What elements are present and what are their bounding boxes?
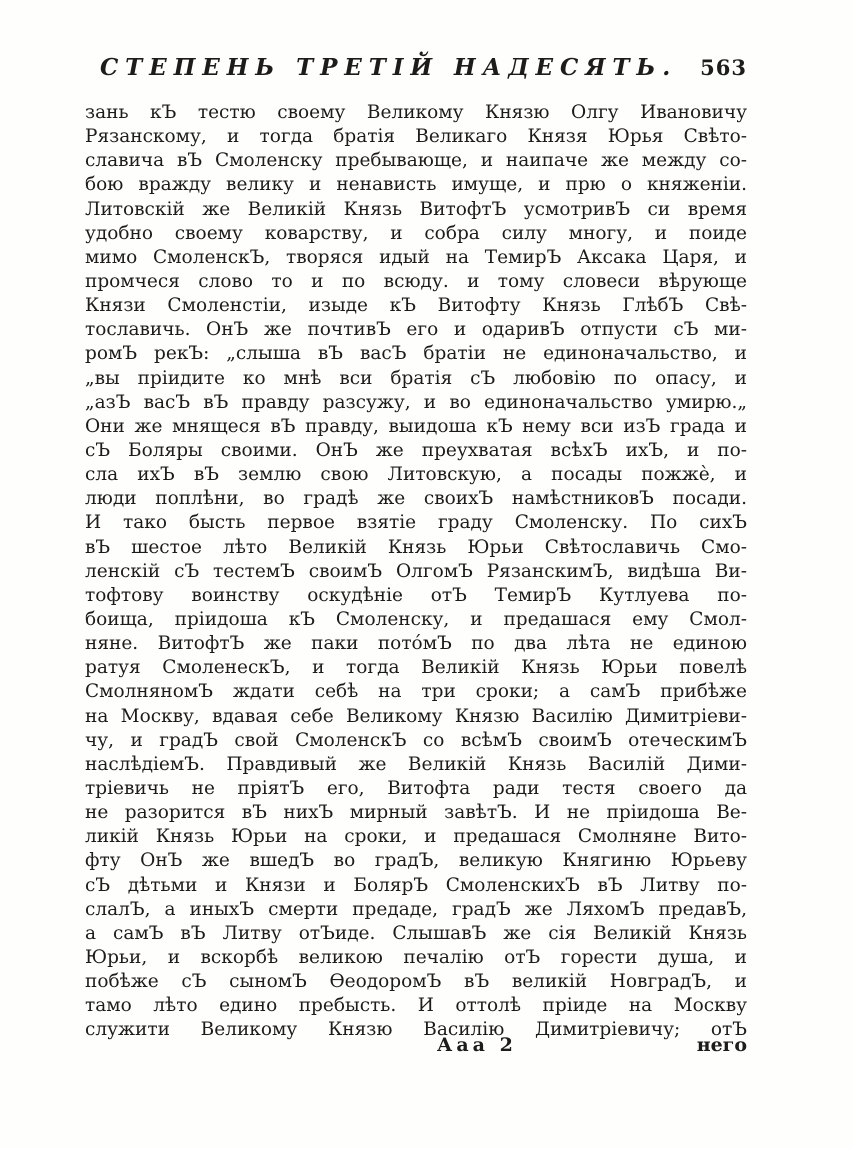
text-line: И тако бысть первое взятіе граду Смоленску. По сихЪ (85, 512, 747, 534)
text-line: вЪ шестое лѣто Великій Князь Юрьи Свѣтославичь Смо- (85, 536, 747, 558)
text-line: „вы пріидите ко мнѣ вси братія сЪ любовію по опасу, и (85, 367, 747, 389)
text-line: тофтову воинству оскудѣніе отЪ ТемирЪ Кутлуева по- (85, 584, 747, 606)
text-line: боища, пріидоша кЪ Смоленску, и предашася ему Смол- (85, 608, 747, 630)
running-header (85, 54, 747, 81)
text-line: на Москву, вдавая себе Великому Князю Василію Димитріеви- (85, 705, 747, 727)
text-line: фту ОнЪ же вшедЪ во градЪ, великую Княгиню Юрьеву (85, 850, 747, 872)
text-line: ратуя СмоленескЪ, и тогда Великій Князь Юрьи повелѣ (85, 657, 747, 679)
text-line: побѣже сЪ сыномЪ ѲеодоромЪ вЪ великій НовградЪ, и (85, 971, 747, 993)
text-line: бою вражду велику и ненависть имуще, и прю о княженіи. (85, 174, 747, 196)
chapter-title: СТЕПЕНЬ ТРЕТІЙ НАДЕСЯТЬ. (99, 54, 678, 81)
text-line: а самЪ вЪ Литву отЪиде. СлышавЪ же сія Великій Князь (85, 922, 747, 944)
text-line: служити Великому Князю Василію Димитріевичу; отЪ (85, 1019, 747, 1041)
text-line: ленскій сЪ тестемЪ своимЪ ОлгомЪ РязанскимЪ, видѣша Ви- (85, 560, 747, 582)
text-line: не разорится вЪ нихЪ мирный завѣтЪ. И не пріидоша Ве- (85, 802, 747, 824)
text-line: Они же мнящеся вЪ правду, выидоша кЪ нему вси изЪ града и (85, 415, 747, 437)
text-line: Юрьи, и вскорбѣ великою печалію отЪ горести душа, и (85, 946, 747, 968)
text-line: сЪ Боляры своими. ОнЪ же преухватая всѣхЪ ихЪ, и по- (85, 439, 747, 461)
text-line: слалЪ, а иныхЪ смерти предаде, градЪ же ЛяхомЪ предавЪ, (85, 898, 747, 920)
text-line: удобно своему коварству, и собра силу многу, и поиде (85, 222, 747, 244)
text-line: ромЪ рекЪ: „слыша вЪ васЪ братіи не единоначальство, и (85, 343, 747, 365)
text-line: тамо лѣто едино пребысть. И оттолѣ пріиде на Москву (85, 995, 747, 1017)
text-line: сла ихЪ вЪ землю свою Литовскую, а посады пожжѐ, и (85, 464, 747, 486)
text-line: люди поплѣни, во градѣ же своихЪ намѣстниковЪ посади. (85, 488, 747, 510)
catchword: него (696, 1034, 747, 1056)
text-line: промчеся слово то и по всюду. и тому словеси вѣрующе (85, 270, 747, 292)
text-line: тославичь. ОнЪ же почтивЪ его и одаривЪ отпусти сЪ ми- (85, 319, 747, 341)
text-line: мимо СмоленскЪ, творяся идый на ТемирЪ Аксака Царя, и (85, 246, 747, 268)
text-line: Литовскій же Великій Князь ВитофтЪ усмотривЪ си время (85, 198, 747, 220)
text-line: няне. ВитофтЪ же паки пото́мЪ по два лѣта не единою (85, 633, 747, 655)
text-line: ликій Князь Юрьи на сроки, и предашася Смолняне Вито- (85, 826, 747, 848)
text-line: „азЪ васЪ вЪ правду разсужу, и во единоначальство умирю.„ (85, 391, 747, 413)
signature-mark: Ааа 2 (436, 1034, 517, 1056)
body-text (85, 101, 747, 1042)
text-line: тріевичь не пріятЪ его, Витофта ради тестя своего да (85, 777, 747, 799)
text-line: славича вЪ Смоленску пребывающе, и наипаче же между со- (85, 150, 747, 172)
text-line: зань кЪ тестю своему Великому Князю Олгу Ивановичу (85, 102, 747, 123)
text-line: сЪ дѣтьми и Князи и БолярЪ СмоленскихЪ вЪ Литву по- (85, 874, 747, 896)
text-line: Рязанскому, и тогда братія Великаго Князя Юрья Свѣто- (85, 126, 747, 148)
text-line: наслѣдіемЪ. Правдивый же Великій Князь Василій Дими- (85, 753, 747, 775)
page-number: 563 (700, 55, 747, 80)
text-line: Князи Смоленстіи, изыде кЪ Витофту Князь ГлѣбЪ Свѣ- (85, 295, 747, 317)
page-footer (85, 1034, 747, 1056)
text-line: чу, и градЪ свой СмоленскЪ со всѣмЪ своимЪ отеческимЪ (85, 729, 747, 751)
text-line: СмолняномЪ ждати себѣ на три сроки; а самЪ прибѣже (85, 681, 747, 703)
